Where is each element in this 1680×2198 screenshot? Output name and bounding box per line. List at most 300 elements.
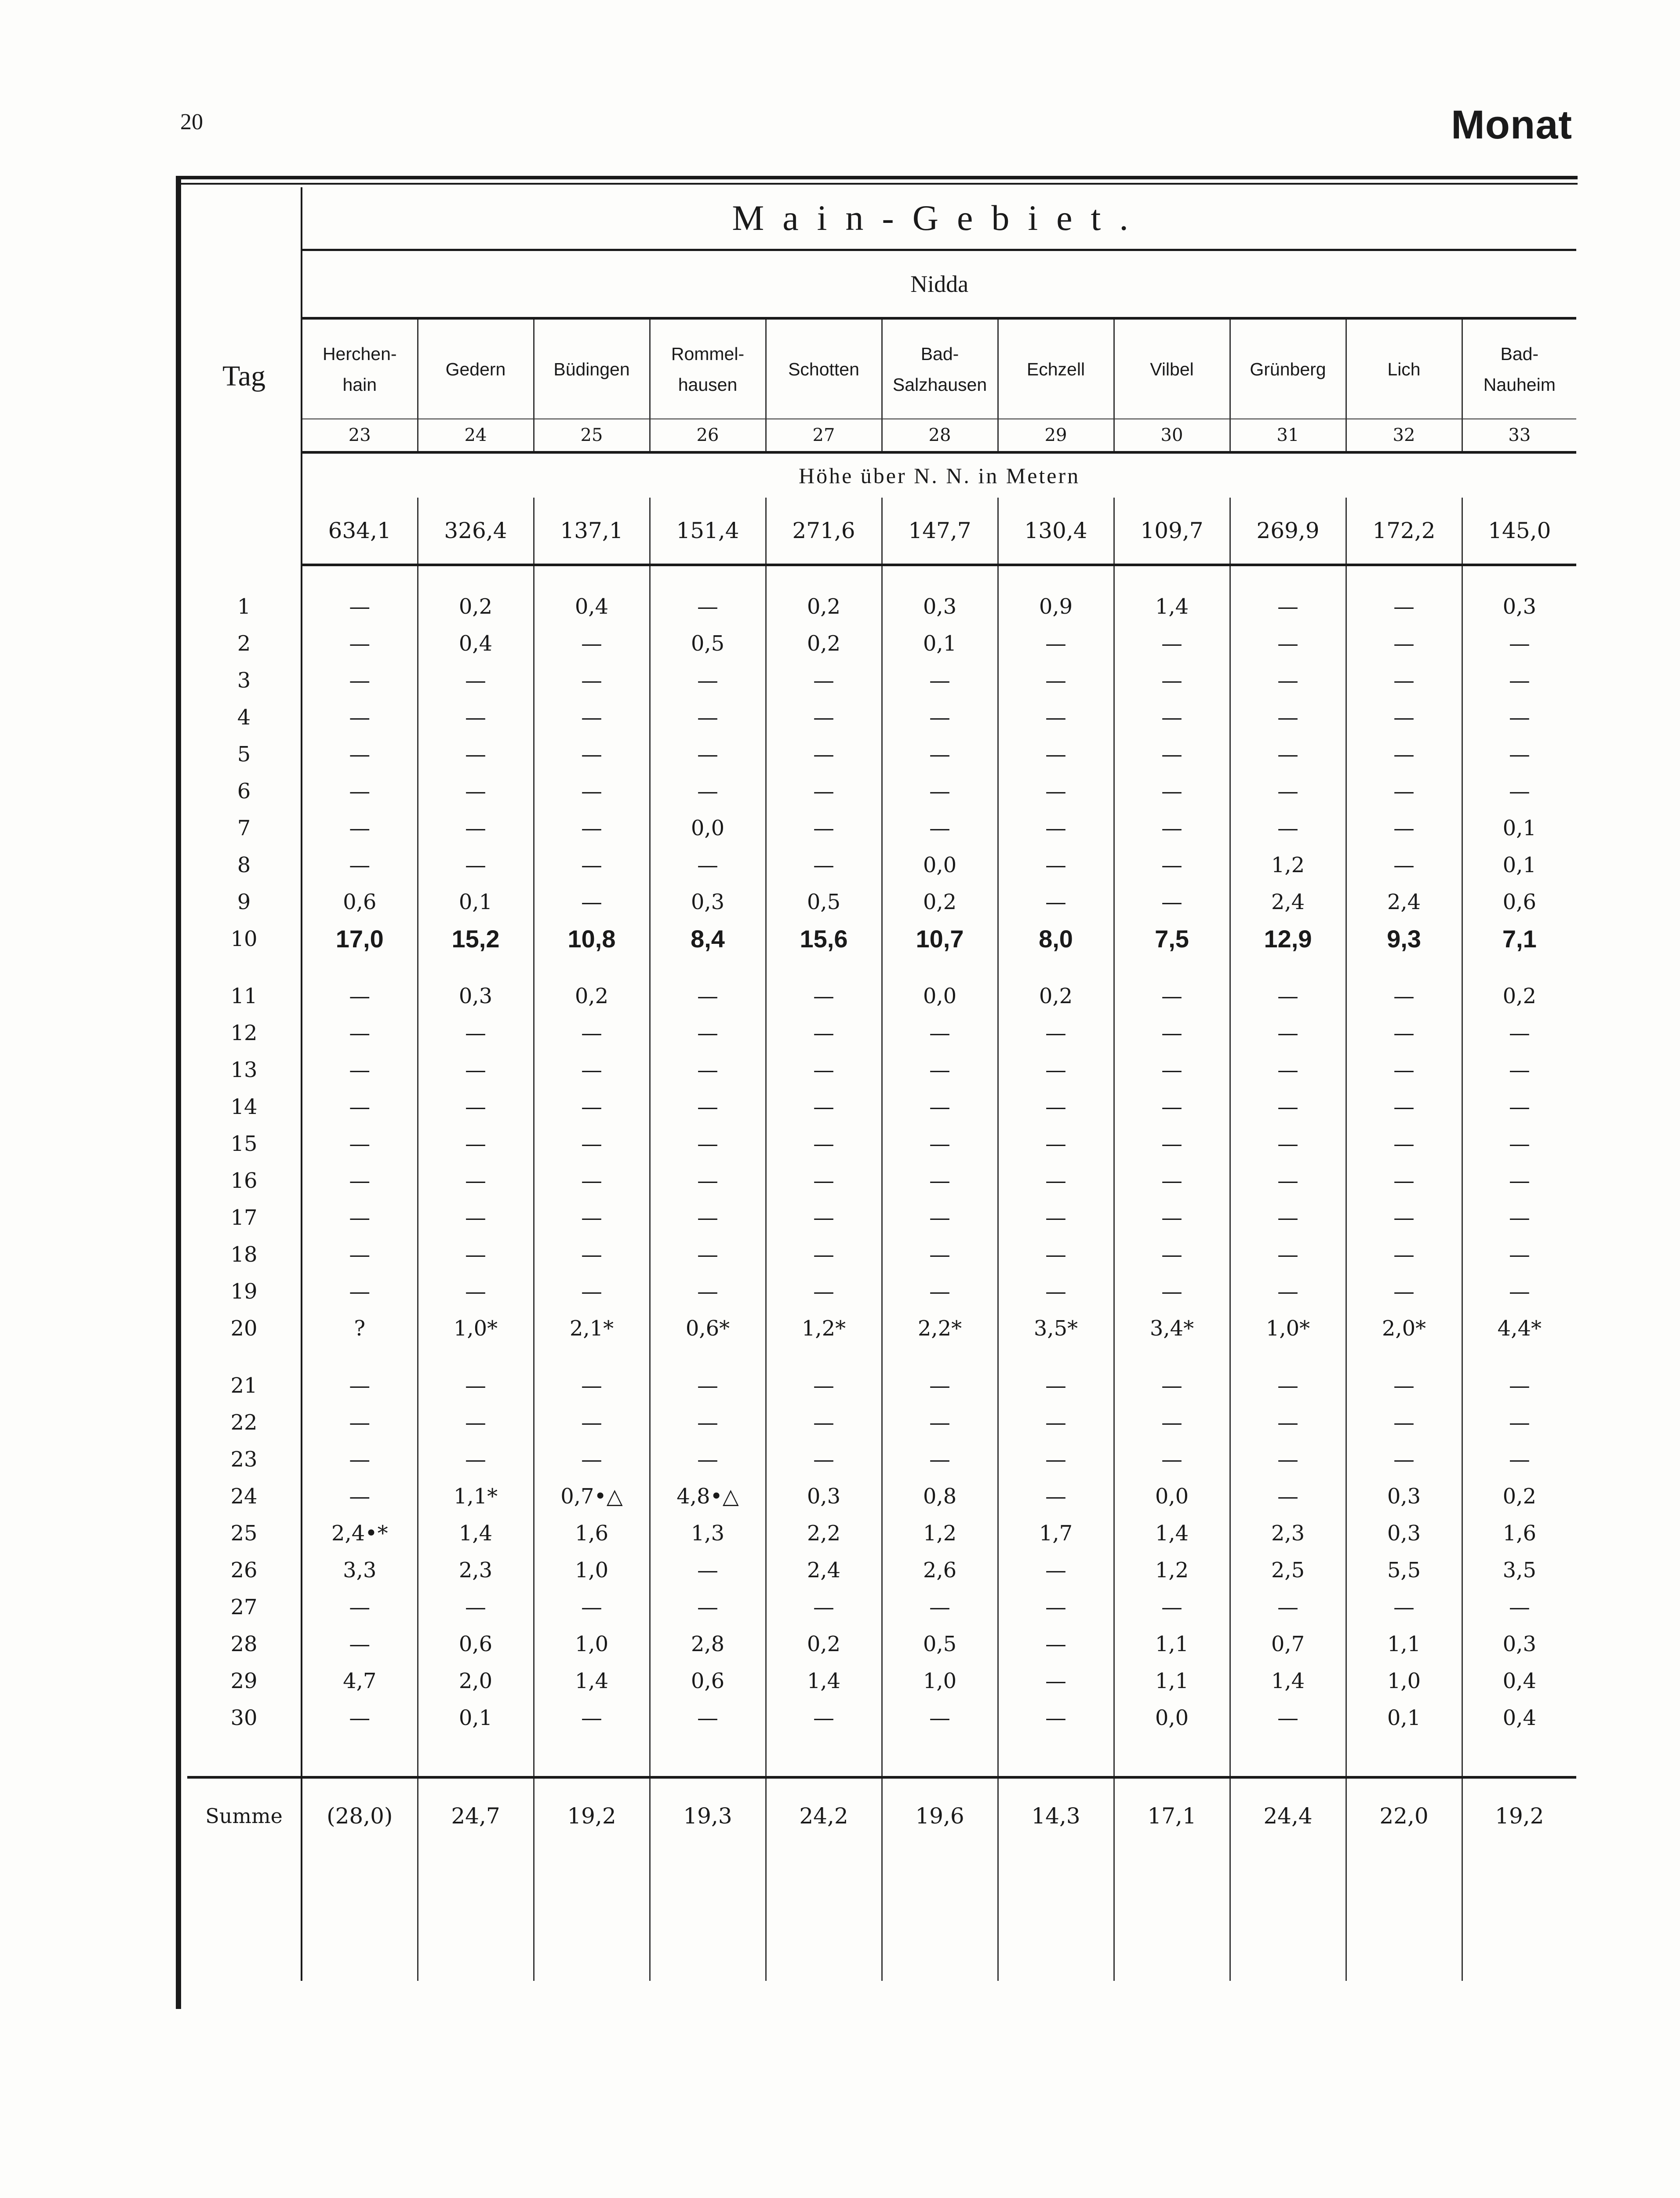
precipitation-value: — <box>349 1484 371 1509</box>
precipitation-value: — <box>534 1199 650 1236</box>
station-name-cell <box>1462 318 1576 419</box>
precipitation-value: 1,1* <box>418 1478 534 1515</box>
precipitation-value: — <box>650 699 766 736</box>
precipitation-value: 0,1 <box>882 625 998 662</box>
precipitation-value: — <box>534 1162 650 1199</box>
precipitation-value: — <box>1462 1015 1576 1052</box>
station-name-line1: Büdingen <box>553 359 630 379</box>
precipitation-value: — <box>1114 810 1230 847</box>
precipitation-value: — <box>1114 1052 1230 1088</box>
precipitation-value: 4,7 <box>343 1669 377 1693</box>
empty-cell <box>1462 565 1576 588</box>
precipitation-value: 1,0 <box>1346 1663 1462 1699</box>
precipitation-value: — <box>882 1589 998 1626</box>
station-name-line1: Lich <box>1387 359 1421 379</box>
precipitation-value: — <box>349 668 371 693</box>
precipitation-value: — <box>1230 978 1346 1015</box>
precipitation-value: — <box>534 1236 650 1273</box>
precipitation-value: 0,6 <box>343 890 377 914</box>
precipitation-value: 1,0 <box>882 1663 998 1699</box>
precipitation-value: — <box>418 1236 534 1273</box>
precipitation-value: — <box>534 1052 650 1088</box>
precipitation-value: — <box>349 1242 371 1267</box>
precipitation-value: — <box>349 1021 371 1045</box>
table-row <box>187 1088 1576 1125</box>
sum-value: 24,4 <box>1230 1777 1346 1853</box>
precipitation-value: — <box>1230 1367 1346 1404</box>
empty-cell <box>534 1853 650 1981</box>
sum-value: (28,0) <box>327 1803 393 1829</box>
precipitation-value: 12,9 <box>1230 921 1346 957</box>
precipitation-value: 7,1 <box>1462 921 1576 957</box>
sum-label: Summe <box>187 1777 302 1853</box>
empty-cell <box>650 1736 766 1777</box>
precipitation-value: — <box>766 736 882 773</box>
end-row <box>187 1736 1576 1777</box>
precipitation-value: 0,3 <box>1462 588 1576 625</box>
precipitation-value: 0,4 <box>534 588 650 625</box>
day-number: 20 <box>187 1310 302 1347</box>
precipitation-value: — <box>766 1699 882 1736</box>
day-number: 1 <box>187 588 302 625</box>
sum-value: 19,2 <box>1462 1777 1576 1853</box>
precipitation-value: — <box>1230 810 1346 847</box>
precipitation-value: — <box>534 1273 650 1310</box>
precipitation-value: 1,2 <box>882 1515 998 1552</box>
precipitation-value: 0,2 <box>766 625 882 662</box>
table-row <box>187 662 1576 699</box>
precipitation-value: 9,3 <box>1346 921 1462 957</box>
table-row <box>187 810 1576 847</box>
precipitation-value: — <box>650 736 766 773</box>
tag-cell-empty <box>187 1347 302 1367</box>
precipitation-value: — <box>1114 662 1230 699</box>
precipitation-value: — <box>418 1367 534 1404</box>
station-name-cell <box>1114 318 1230 419</box>
precipitation-value: — <box>650 1273 766 1310</box>
station-name-line1: Grünberg <box>1250 359 1326 379</box>
empty-cell <box>1114 1853 1230 1981</box>
empty-cell <box>882 565 998 588</box>
station-name-line1: Rommel- <box>671 343 745 364</box>
precipitation-value: — <box>1114 978 1230 1015</box>
precipitation-value: ? <box>354 1316 366 1341</box>
precipitation-value: — <box>1230 1052 1346 1088</box>
sum-value: 14,3 <box>998 1777 1114 1853</box>
empty-cell <box>882 957 998 978</box>
height-label: Höhe über N. N. in Metern <box>799 463 1080 488</box>
empty-cell <box>418 957 534 978</box>
precipitation-value: — <box>418 1052 534 1088</box>
day-number: 17 <box>187 1199 302 1236</box>
precipitation-value: — <box>349 1632 371 1656</box>
gap-row <box>187 957 1576 978</box>
precipitation-value: — <box>998 1626 1114 1663</box>
precipitation-value: 0,2 <box>1462 1478 1576 1515</box>
precipitation-value: 3,5 <box>1462 1552 1576 1589</box>
precipitation-value: 1,4 <box>1114 588 1230 625</box>
precipitation-value: — <box>1346 810 1462 847</box>
precipitation-value: — <box>650 847 766 884</box>
precipitation-value: — <box>1346 588 1462 625</box>
precipitation-value: — <box>534 1441 650 1478</box>
table-row <box>187 1015 1576 1052</box>
precipitation-value: 2,5 <box>1230 1552 1346 1589</box>
precipitation-value: — <box>1230 1589 1346 1626</box>
day-number: 22 <box>187 1404 302 1441</box>
table-row <box>187 1626 1576 1663</box>
table-row <box>187 1441 1576 1478</box>
day-number: 28 <box>187 1626 302 1663</box>
sum-value: 19,6 <box>882 1777 998 1853</box>
page-number: 20 <box>180 109 203 135</box>
table-row <box>187 1478 1576 1515</box>
empty-cell <box>766 565 882 588</box>
station-name-cell <box>1346 318 1462 419</box>
sum-value: 22,0 <box>1346 1777 1462 1853</box>
precipitation-value: — <box>418 1273 534 1310</box>
station-name-cell <box>534 318 650 419</box>
empty-cell <box>1462 1736 1576 1777</box>
precipitation-value: — <box>650 588 766 625</box>
table-row <box>187 1699 1576 1736</box>
empty-cell <box>418 565 534 588</box>
precipitation-value: — <box>1230 1273 1346 1310</box>
table-row <box>187 1367 1576 1404</box>
precipitation-value: — <box>1114 884 1230 921</box>
precipitation-value: — <box>882 1699 998 1736</box>
empty-cell <box>1114 957 1230 978</box>
table-row <box>187 1273 1576 1310</box>
precipitation-value: 1,4 <box>766 1663 882 1699</box>
empty-cell <box>1230 1853 1346 1981</box>
river-title: Nidda <box>302 250 1576 319</box>
precipitation-value: — <box>998 1663 1114 1699</box>
precipitation-value: — <box>998 1552 1114 1589</box>
precipitation-value: — <box>766 1162 882 1199</box>
precipitation-value: — <box>349 1095 371 1119</box>
precipitation-value: — <box>650 1367 766 1404</box>
tag-cell-empty <box>187 1853 302 1981</box>
precipitation-value: — <box>1114 625 1230 662</box>
precipitation-value: — <box>418 1015 534 1052</box>
precipitation-value: — <box>349 1058 371 1082</box>
precipitation-value: 1,4 <box>418 1515 534 1552</box>
precipitation-value: — <box>349 1595 371 1619</box>
empty-cell <box>1346 1347 1462 1367</box>
station-height: 145,0 <box>1462 498 1576 565</box>
precipitation-value: — <box>1230 1199 1346 1236</box>
station-height: 109,7 <box>1114 498 1230 565</box>
precipitation-value: — <box>650 773 766 810</box>
precipitation-value: 15,6 <box>766 921 882 957</box>
precipitation-value: — <box>882 1088 998 1125</box>
precipitation-value: — <box>1230 1236 1346 1273</box>
precipitation-value: — <box>998 847 1114 884</box>
precipitation-value: — <box>534 1088 650 1125</box>
sum-value: 19,3 <box>650 1777 766 1853</box>
precipitation-value: — <box>1346 1015 1462 1052</box>
empty-cell <box>534 1736 650 1777</box>
precipitation-value: — <box>650 1162 766 1199</box>
precipitation-value: 0,6 <box>418 1626 534 1663</box>
precipitation-value: — <box>998 1273 1114 1310</box>
empty-cell <box>302 1347 418 1367</box>
table-row <box>187 1404 1576 1441</box>
precipitation-value: — <box>1114 1273 1230 1310</box>
empty-cell <box>1114 565 1230 588</box>
precipitation-value: — <box>882 1273 998 1310</box>
precipitation-value: — <box>1114 1125 1230 1162</box>
precipitation-value: 1,0 <box>534 1552 650 1589</box>
precipitation-value: — <box>766 1441 882 1478</box>
precipitation-value: — <box>998 625 1114 662</box>
precipitation-value: — <box>534 1699 650 1736</box>
empty-cell <box>650 565 766 588</box>
station-name-cell <box>418 318 534 419</box>
precipitation-value: 0,2 <box>998 978 1114 1015</box>
precipitation-value: 2,1* <box>534 1310 650 1347</box>
precipitation-value: 0,2 <box>766 1626 882 1663</box>
precipitation-value: 0,7 <box>1230 1626 1346 1663</box>
spacer-row <box>187 565 1576 588</box>
precipitation-value: — <box>998 662 1114 699</box>
precipitation-value: — <box>1114 1367 1230 1404</box>
precipitation-value: 0,2 <box>766 588 882 625</box>
precipitation-value: — <box>882 810 998 847</box>
precipitation-value: — <box>534 625 650 662</box>
precipitation-value: — <box>1230 1015 1346 1052</box>
empty-cell <box>1462 1853 1576 1981</box>
precipitation-value: — <box>1346 978 1462 1015</box>
empty-cell <box>1346 565 1462 588</box>
table-row <box>187 978 1576 1015</box>
precipitation-value: 10,8 <box>534 921 650 957</box>
tail-row <box>187 1853 1576 1981</box>
precipitation-value: — <box>534 736 650 773</box>
table-row <box>187 847 1576 884</box>
precipitation-value: — <box>766 847 882 884</box>
precipitation-value: — <box>418 1125 534 1162</box>
precipitation-value: — <box>1462 1088 1576 1125</box>
precipitation-value: 5,5 <box>1346 1552 1462 1589</box>
station-name-line1: Gedern <box>445 359 506 379</box>
precipitation-value: — <box>534 1589 650 1626</box>
empty-cell <box>1346 1736 1462 1777</box>
precipitation-value: — <box>418 810 534 847</box>
precipitation-value: 2,2* <box>882 1310 998 1347</box>
empty-cell <box>766 957 882 978</box>
empty-cell <box>766 1853 882 1981</box>
precipitation-value: 17,0 <box>335 925 384 953</box>
station-height: 172,2 <box>1346 498 1462 565</box>
precipitation-value: 1,1 <box>1114 1626 1230 1663</box>
precipitation-value: — <box>1114 773 1230 810</box>
precipitation-value: 2,3 <box>1230 1515 1346 1552</box>
day-number: 16 <box>187 1162 302 1199</box>
table-row <box>187 1515 1576 1552</box>
precipitation-value: — <box>998 773 1114 810</box>
precipitation-value: — <box>882 1404 998 1441</box>
empty-cell <box>998 565 1114 588</box>
precipitation-value: 1,0* <box>1230 1310 1346 1347</box>
precipitation-value: — <box>1462 1404 1576 1441</box>
empty-cell <box>418 1853 534 1981</box>
precipitation-value: 0,6 <box>1462 884 1576 921</box>
precipitation-value: 0,4 <box>418 625 534 662</box>
precipitation-value: — <box>766 978 882 1015</box>
precipitation-value: — <box>349 853 371 877</box>
empty-cell <box>998 1347 1114 1367</box>
precipitation-value: — <box>998 736 1114 773</box>
precipitation-value: 0,3 <box>1462 1626 1576 1663</box>
precipitation-value: — <box>1230 1441 1346 1478</box>
empty-cell <box>1230 957 1346 978</box>
precipitation-value: — <box>534 884 650 921</box>
precipitation-value: — <box>998 1367 1114 1404</box>
precipitation-value: 0,3 <box>766 1478 882 1515</box>
precipitation-value: — <box>766 1273 882 1310</box>
precipitation-value: — <box>998 1015 1114 1052</box>
precipitation-value: — <box>766 1236 882 1273</box>
station-name-line1: Schotten <box>788 359 859 379</box>
precipitation-value: — <box>1230 625 1346 662</box>
precipitation-value: — <box>650 1088 766 1125</box>
precipitation-value: — <box>1346 847 1462 884</box>
station-number: 28 <box>882 419 998 452</box>
precipitation-value: — <box>1462 1236 1576 1273</box>
precipitation-value: 1,0* <box>418 1310 534 1347</box>
precipitation-value: — <box>534 847 650 884</box>
precipitation-value: 1,0 <box>534 1626 650 1663</box>
station-name-line1: Bad- <box>1500 343 1539 364</box>
precipitation-value: — <box>882 736 998 773</box>
empty-cell <box>418 1347 534 1367</box>
station-number: 32 <box>1346 419 1462 452</box>
precipitation-value: 0,1 <box>1346 1699 1462 1736</box>
empty-cell <box>1230 1736 1346 1777</box>
station-height: 271,6 <box>766 498 882 565</box>
precipitation-value: — <box>1462 1199 1576 1236</box>
precipitation-value: — <box>766 662 882 699</box>
precipitation-value: — <box>882 1441 998 1478</box>
precipitation-value: 0,2 <box>882 884 998 921</box>
precipitation-value: 2,0* <box>1346 1310 1462 1347</box>
precipitation-value: — <box>1230 773 1346 810</box>
precipitation-value: — <box>766 773 882 810</box>
precipitation-value: 0,0 <box>1114 1699 1230 1736</box>
station-height-row <box>187 498 1576 565</box>
precipitation-value: — <box>418 1088 534 1125</box>
precipitation-value: 0,3 <box>418 978 534 1015</box>
precipitation-value: — <box>1114 1199 1230 1236</box>
precipitation-value: — <box>998 1699 1114 1736</box>
precipitation-value: — <box>349 705 371 730</box>
precipitation-value: — <box>650 1125 766 1162</box>
table-row <box>187 1663 1576 1699</box>
precipitation-value: — <box>998 1478 1114 1515</box>
empty-cell <box>302 565 418 588</box>
day-rows <box>187 565 1576 1981</box>
precipitation-value: — <box>1114 1441 1230 1478</box>
station-height: 151,4 <box>650 498 766 565</box>
empty-cell <box>1462 1347 1576 1367</box>
station-height: 147,7 <box>882 498 998 565</box>
precipitation-value: — <box>349 1279 371 1304</box>
day-number: 23 <box>187 1441 302 1478</box>
station-number: 33 <box>1462 419 1576 452</box>
precipitation-value: 3,3 <box>343 1558 377 1583</box>
precipitation-value: — <box>534 810 650 847</box>
precipitation-value: 0,0 <box>882 978 998 1015</box>
tag-cell-empty <box>187 1736 302 1777</box>
precipitation-value: 0,4 <box>1462 1663 1576 1699</box>
precipitation-value: 0,3 <box>1346 1478 1462 1515</box>
precipitation-value: — <box>418 1589 534 1626</box>
day-number: 29 <box>187 1663 302 1699</box>
precipitation-value: 0,0 <box>882 847 998 884</box>
day-number: 30 <box>187 1699 302 1736</box>
precipitation-value: — <box>1346 1404 1462 1441</box>
precipitation-value: 1,6 <box>534 1515 650 1552</box>
precipitation-value: — <box>650 1589 766 1626</box>
precipitation-value: 0,0 <box>650 810 766 847</box>
precipitation-value: — <box>766 1052 882 1088</box>
station-name-line1: Bad- <box>920 343 959 364</box>
precipitation-value: — <box>650 1552 766 1589</box>
precipitation-value: — <box>1462 1052 1576 1088</box>
precipitation-value: — <box>1114 1015 1230 1052</box>
table-row <box>187 773 1576 810</box>
precipitation-value: — <box>650 1052 766 1088</box>
station-name-row <box>187 318 1576 419</box>
station-name-cell <box>766 318 882 419</box>
precipitation-value: — <box>534 1404 650 1441</box>
precipitation-value: 8,4 <box>650 921 766 957</box>
precipitation-value: — <box>1346 1441 1462 1478</box>
precipitation-value: 2,8 <box>650 1626 766 1663</box>
precipitation-value: — <box>766 1199 882 1236</box>
precipitation-value: 0,1 <box>418 1699 534 1736</box>
precipitation-value: — <box>349 1410 371 1435</box>
precipitation-value: — <box>1462 1273 1576 1310</box>
precipitation-value: — <box>998 1236 1114 1273</box>
empty-cell <box>998 1853 1114 1981</box>
precipitation-value: 2,4 <box>1346 884 1462 921</box>
precipitation-value: 0,5 <box>650 625 766 662</box>
precipitation-value: 0,2 <box>1462 978 1576 1015</box>
precipitation-value: — <box>650 1236 766 1273</box>
empty-cell <box>882 1347 998 1367</box>
precipitation-value: 0,2 <box>534 978 650 1015</box>
precipitation-value: 0,9 <box>998 588 1114 625</box>
precipitation-value: — <box>998 1052 1114 1088</box>
empty-cell <box>998 1736 1114 1777</box>
station-name-cell <box>650 318 766 419</box>
precipitation-value: — <box>349 1706 371 1730</box>
empty-cell <box>1346 957 1462 978</box>
precipitation-value: 2,0 <box>418 1663 534 1699</box>
precipitation-value: 1,6 <box>1462 1515 1576 1552</box>
day-number: 25 <box>187 1515 302 1552</box>
station-number: 27 <box>766 419 882 452</box>
precipitation-value: 0,6* <box>650 1310 766 1347</box>
precipitation-value: — <box>349 984 371 1008</box>
table-row <box>187 1199 1576 1236</box>
precipitation-value: — <box>349 631 371 656</box>
precipitation-value: 0,1 <box>1462 847 1576 884</box>
precipitation-value: — <box>882 1052 998 1088</box>
